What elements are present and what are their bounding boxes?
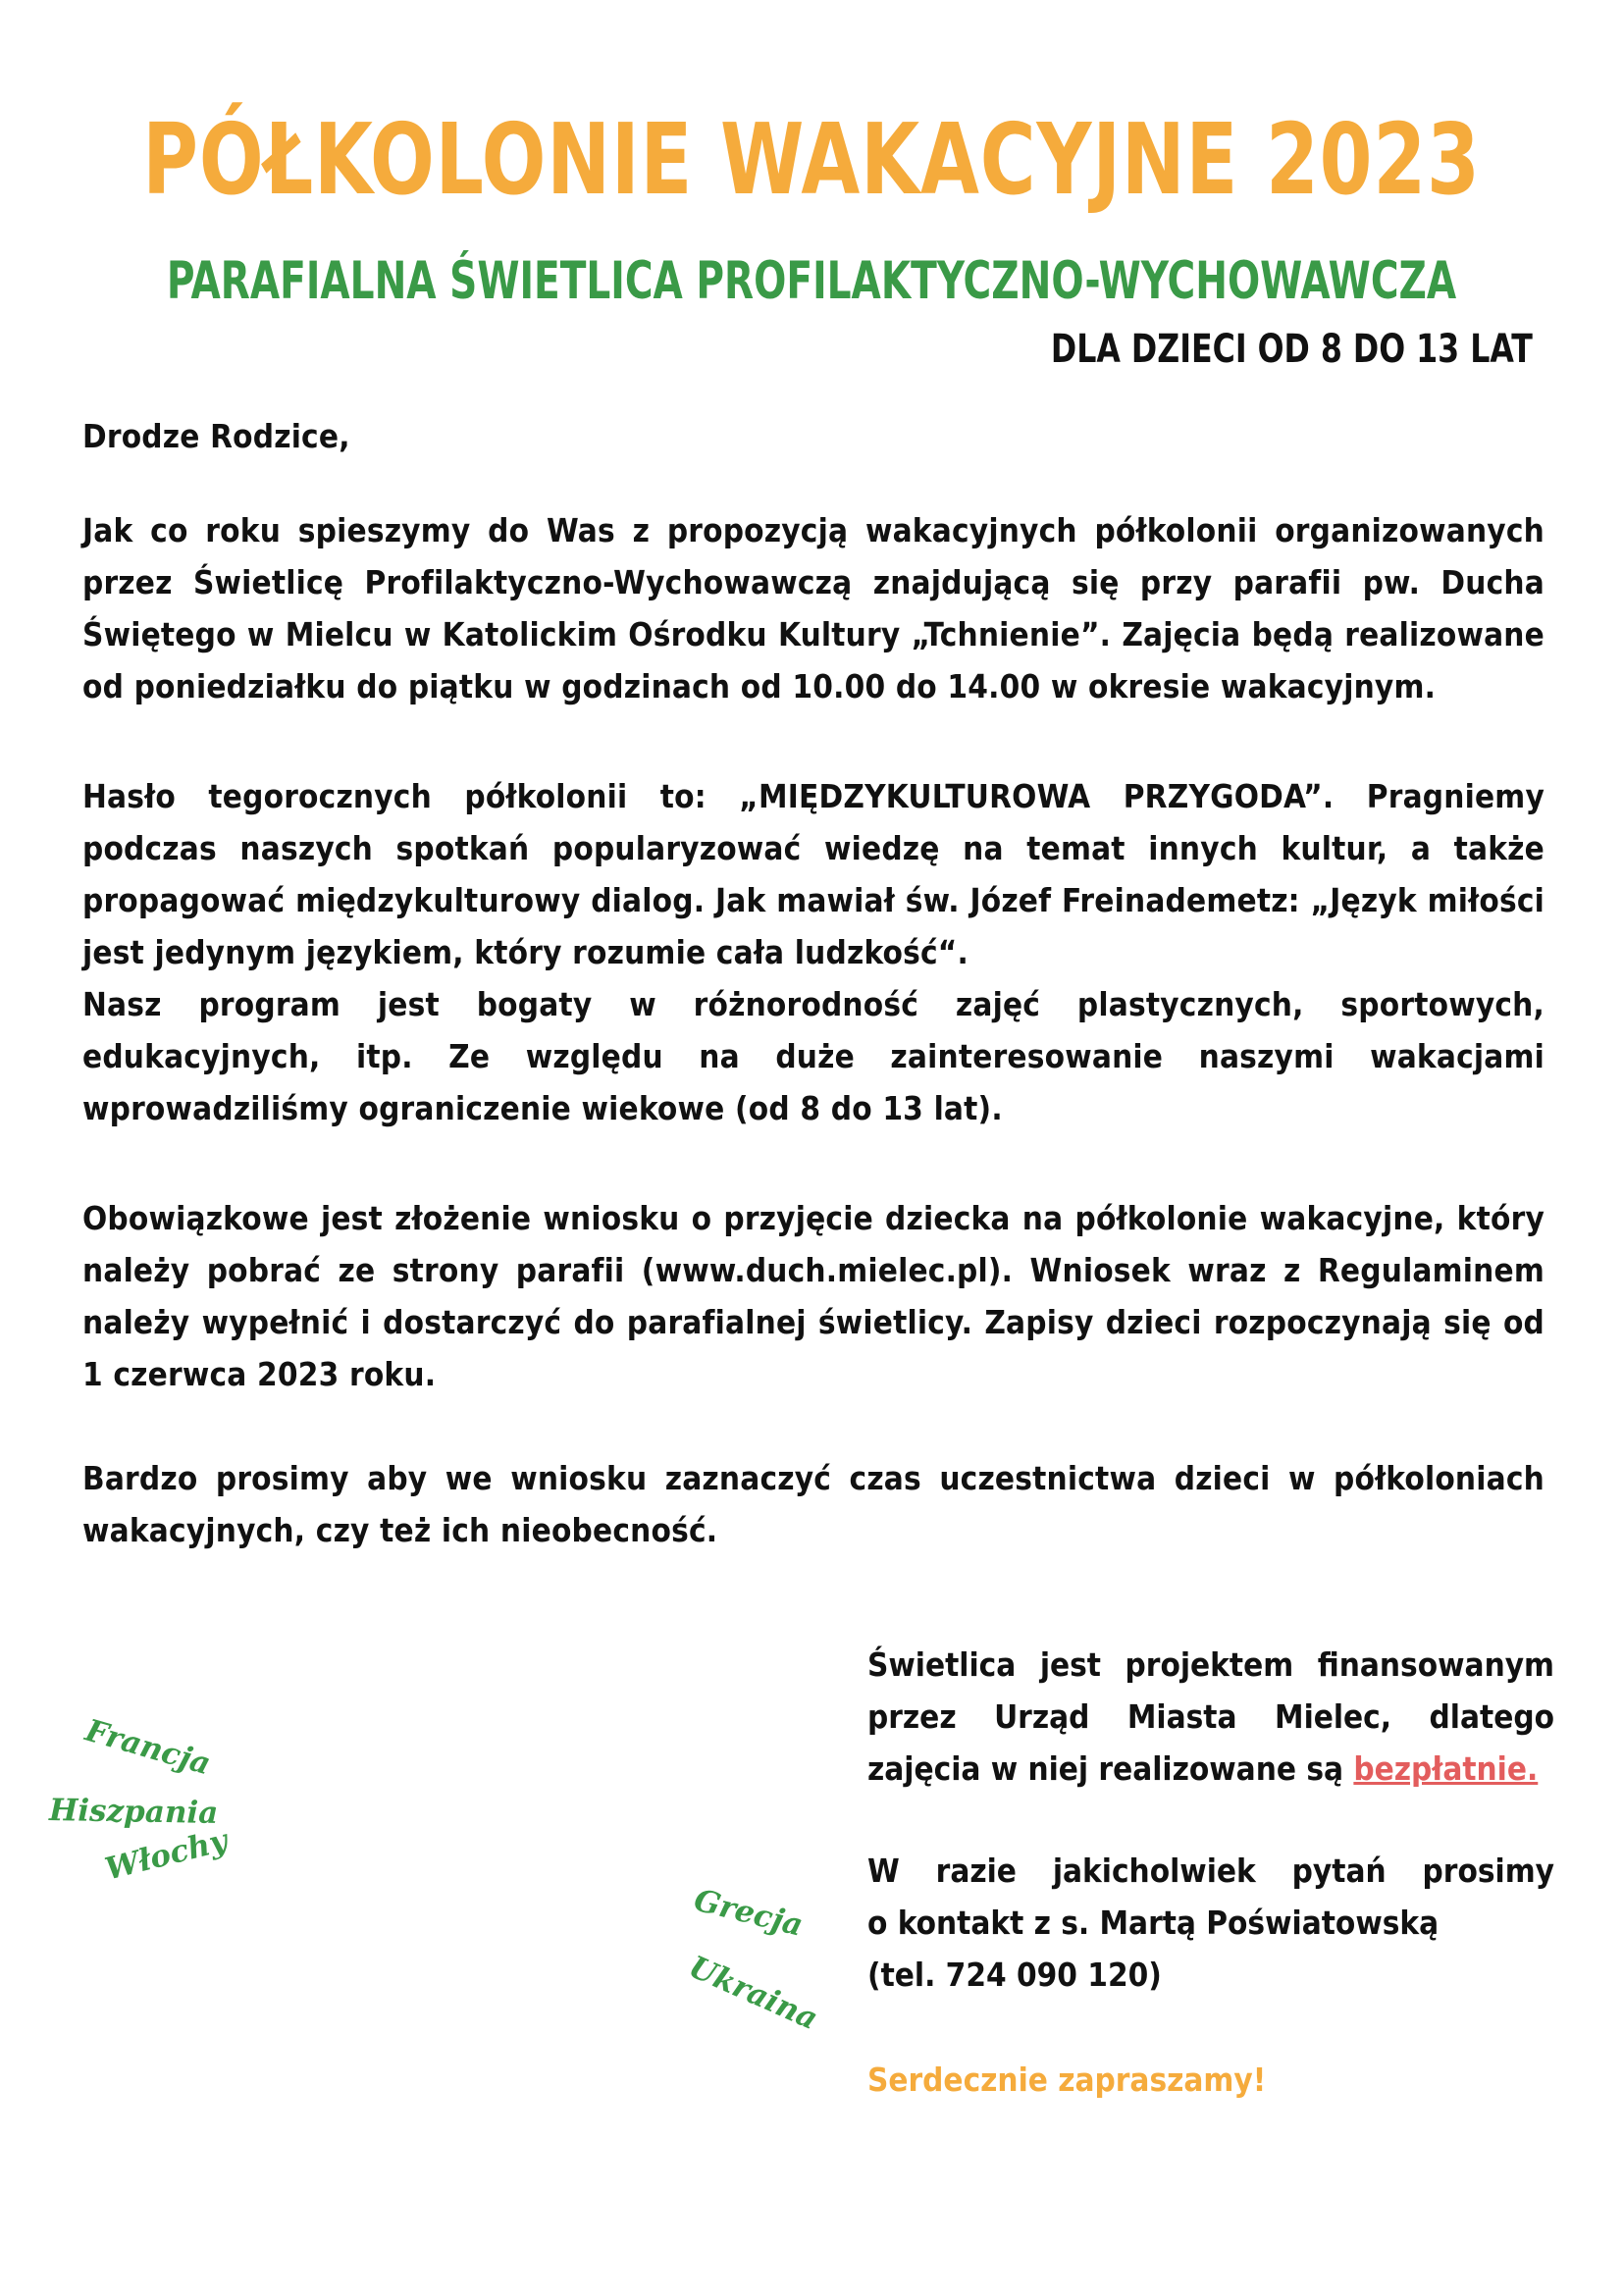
country-label-spain: Hiszpania: [48, 1793, 219, 1832]
page-title: PÓŁKOLONIE WAKACYJNE 2023: [142, 102, 1481, 217]
closing-invitation: Serdecznie zapraszamy!: [867, 2061, 1267, 2099]
free-highlight: bezpłatnie.: [1353, 1749, 1539, 1788]
paragraph-application: Obowiązkowe jest złożenie wniosku o przyjęcie dziecka na półkolonie wakacyjne, który należy pobrać ze strony parafii (www.duch.mielec.pl). Wniosek wraz z Regulaminem należy wypełnić i dostarczyć do parafialnej świetlicy. Zapisy dzieci rozpoczynają się od 1 czerwca 2023 roku.: [82, 1199, 1544, 1393]
country-label-italy: Włochy: [101, 1822, 232, 1888]
paragraph-theme-motto: Hasło tegorocznych półkolonii to: „MIĘDZYKULTUROWA PRZYGODA”. Pragniemy podczas naszych spotkań popularyzować wiedzę na temat innych kultur, a także propagować międzykulturowy dialog. Jak mawiał św. Józef Freinademetz: „Język miłości jest jedynym językiem, który rozumie cała ludzkość“.: [82, 777, 1544, 971]
contact-line-2: o kontakt z s. Martą Poświatowską: [867, 1904, 1440, 1942]
paragraph-attendance: Bardzo prosimy aby we wniosku zaznaczyć czas uczestnictwa dzieci w półkoloniach wakacyjnych, czy też ich nieobecność.: [82, 1459, 1544, 1549]
age-range: DLA DZIECI OD 8 DO 13 LAT: [1051, 327, 1533, 372]
funding-text: Świetlica jest projektem finansowanym przez Urząd Miasta Mielec, dlatego zajęcia w niej realizowane są: [867, 1645, 1554, 1788]
paragraph-theme: [82, 770, 1544, 1134]
contact-phone: (tel. 724 090 120): [867, 1956, 1162, 1994]
paragraph-theme-program: Nasz program jest bogaty w różnorodność zajęć plastycznych, sportowych, edukacyjnych, itp. Ze względu na duże zainteresowanie naszymi wakacjami wprowadziliśmy ograniczenie wiekowe (od 8 do 13 lat).: [82, 985, 1544, 1127]
country-label-greece: Grecja: [690, 1882, 807, 1944]
flag-hand-illustration: [83, 1588, 692, 2225]
country-label-ukraine: Ukraina: [683, 1949, 823, 2038]
paragraph-intro: Jak co roku spieszymy do Was z propozycją wakacyjnych półkolonii organizowanych przez Świetlicę Profilaktyczno-Wychowawczą znajdującą się przy parafii pw. Ducha Świętego w Mielcu w Katolickim Ośrodku Kultury „Tchnienie”. Zajęcia będą realizowane od poniedziałku do piątku w godzinach od 10.00 do 14.00 w okresie wakacyjnym.: [82, 511, 1544, 705]
contact-info: [867, 1845, 1554, 2001]
country-label-france: Francja: [81, 1712, 215, 1783]
greeting: Drodze Rodzice,: [82, 417, 350, 455]
funding-info: [867, 1639, 1554, 1795]
page-subtitle: PARAFIALNA ŚWIETLICA PROFILAKTYCZNO-WYCHOWAWCZA: [166, 251, 1457, 311]
contact-line-1: W razie jakicholwiek pytań prosimy: [867, 1852, 1554, 1890]
